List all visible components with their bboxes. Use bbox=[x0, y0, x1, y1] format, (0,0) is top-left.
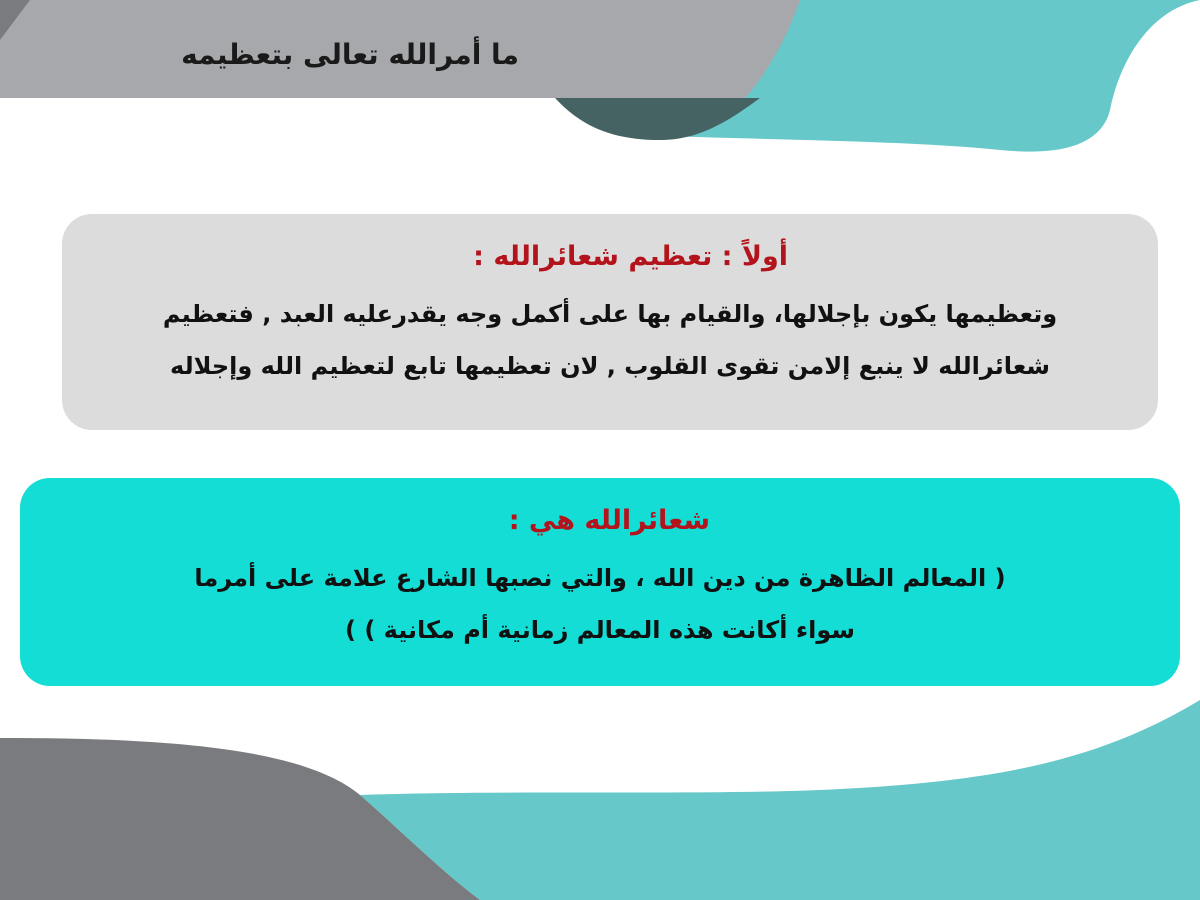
section-two-line: سواء أكانت هذه المعالم زمانية أم مكانية ) ) bbox=[345, 616, 855, 644]
section-one-body bbox=[92, 288, 1128, 392]
section-two-heading: شعائرالله هي : bbox=[508, 505, 710, 536]
page-title: ما أمرالله تعالى بتعظيمه bbox=[181, 38, 519, 71]
section-two-line: ( المعالم الظاهرة من دين الله ، والتي نصبها الشارع علامة على أمرما bbox=[194, 564, 1006, 592]
bottom-teal-wave bbox=[360, 700, 1200, 900]
section-one-heading: أولاً : تعظيم شعائرالله : bbox=[473, 241, 788, 272]
section-two-body bbox=[50, 552, 1150, 656]
section-one-line: وتعظيمها يكون بإجلالها، والقيام بها على أكمل وجه يقدرعليه العبد , فتعظيم bbox=[162, 300, 1058, 328]
section-one-box bbox=[62, 214, 1158, 430]
section-one-line: شعائرالله لا ينبع إلامن تقوى القلوب , لان تعظيمها تابع لتعظيم الله وإجلاله bbox=[170, 352, 1050, 380]
section-two-box bbox=[20, 478, 1180, 686]
